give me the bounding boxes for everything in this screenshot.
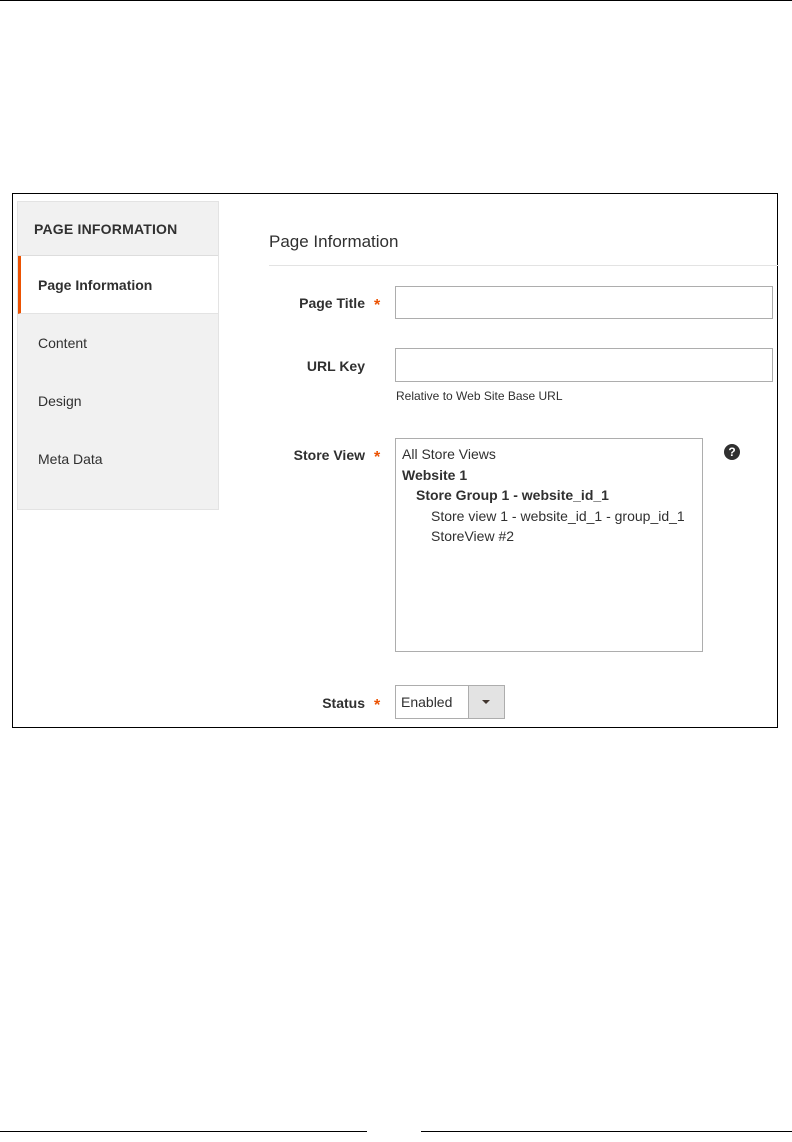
screenshot-frame: [12, 193, 778, 728]
store-view-label: Store View: [293, 447, 365, 463]
page-title-input[interactable]: [395, 286, 773, 319]
question-circle-icon[interactable]: ?: [724, 444, 740, 460]
section-title: Page Information: [269, 232, 399, 251]
sidebar: [17, 201, 219, 510]
sidebar-item-design[interactable]: Design: [38, 393, 82, 409]
bottom-rule-right: [421, 1131, 792, 1132]
sidebar-item-meta-data[interactable]: Meta Data: [38, 451, 103, 467]
sidebar-item-page-information[interactable]: Page Information: [18, 256, 218, 314]
status-select[interactable]: [395, 685, 505, 719]
store-view-option[interactable]: Store view 1 - website_id_1 - group_id_1: [431, 507, 685, 524]
sidebar-item-content[interactable]: Content: [38, 335, 88, 351]
top-rule: [0, 0, 792, 1]
store-view-option[interactable]: Website 1: [402, 466, 468, 483]
status-label: Status: [322, 695, 365, 711]
url-key-label: URL Key: [306, 358, 365, 374]
status-select-value: Enabled: [401, 694, 453, 710]
status-required-marker: *: [374, 697, 381, 714]
page-title-label: Page Title: [299, 295, 365, 311]
store-view-option[interactable]: Store Group 1 - website_id_1: [416, 487, 609, 503]
url-key-input[interactable]: [395, 348, 773, 382]
bottom-rule-left: [0, 1131, 367, 1132]
store-view-option[interactable]: StoreView #2: [431, 528, 515, 544]
store-view-multiselect[interactable]: [395, 438, 703, 652]
section-divider: [269, 265, 779, 266]
chevron-down-icon[interactable]: [468, 686, 504, 718]
page-title-required-marker: *: [374, 297, 381, 314]
url-key-note: Relative to Web Site Base URL: [396, 389, 563, 403]
sidebar-title: PAGE INFORMATION: [18, 202, 218, 256]
store-view-option[interactable]: All Store Views: [402, 446, 496, 462]
store-view-required-marker: *: [374, 449, 381, 466]
